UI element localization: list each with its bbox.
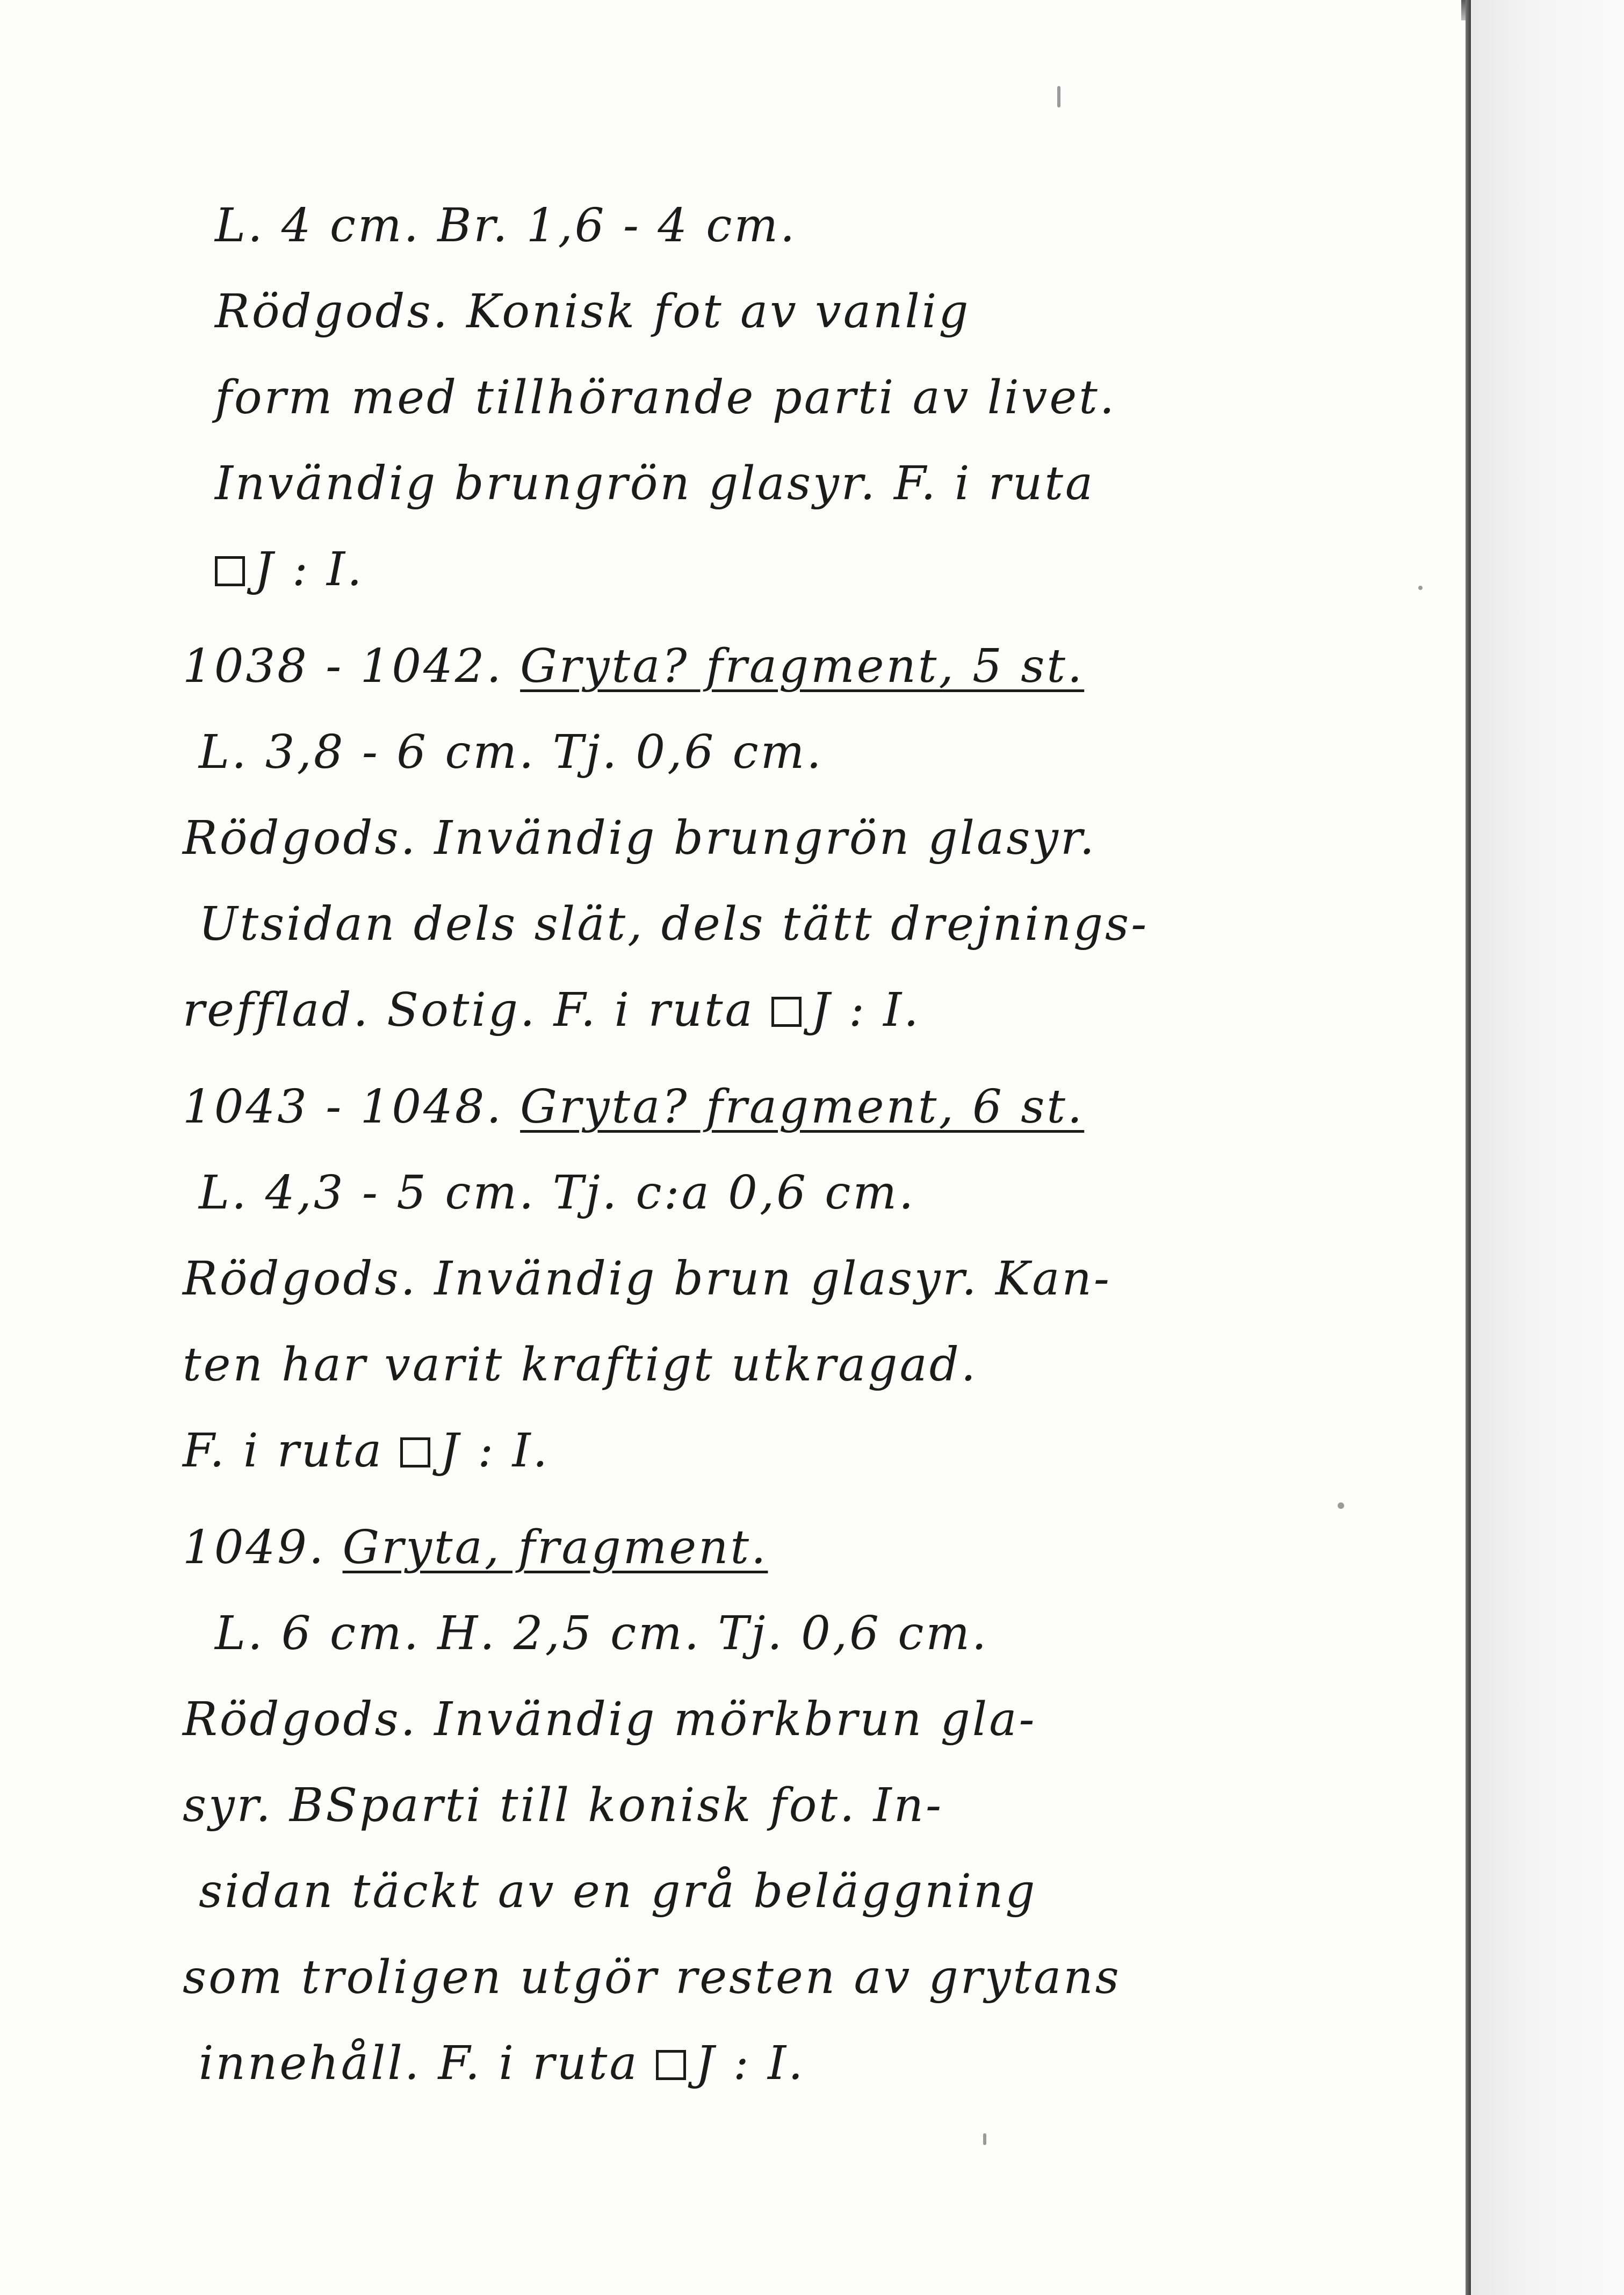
entry-1049 bbox=[183, 1505, 1386, 2106]
entry-title: Gryta? fragment, 6 st. bbox=[520, 1080, 1085, 1134]
entry-line: Rödgods. Invändig mörkbrun gla- bbox=[183, 1693, 1037, 1746]
entry-line: sidan täckt av en grå beläggning bbox=[199, 1865, 1037, 1918]
entry-tail-prefix: innehåll. F. i ruta bbox=[199, 2037, 639, 2090]
entry-tail: J : I. bbox=[255, 543, 364, 596]
entry-line: ten har varit kraftigt utkragad. bbox=[183, 1338, 978, 1392]
square-box-icon bbox=[771, 997, 802, 1027]
entry-tail-line bbox=[183, 2020, 1386, 2106]
entry-tail-line bbox=[183, 1408, 1386, 1494]
ink-speck bbox=[1418, 586, 1423, 590]
entry-line: L. 3,8 - 6 cm. Tj. 0,6 cm. bbox=[199, 725, 824, 779]
entry-heading bbox=[183, 623, 1386, 709]
entry-1038-1042 bbox=[183, 623, 1386, 1053]
entry-tail-line bbox=[183, 527, 1386, 613]
entry-number: 1049. bbox=[183, 1521, 326, 1574]
binding-gutter bbox=[1471, 0, 1624, 2295]
entry-1043-1048 bbox=[183, 1064, 1386, 1494]
entry-line: som troligen utgör resten av grytans bbox=[183, 1951, 1121, 2004]
entry-tail: J : I. bbox=[440, 1424, 550, 1478]
entry-title: Gryta? fragment, 5 st. bbox=[520, 639, 1085, 693]
entry-tail: J : I. bbox=[695, 2037, 805, 2090]
entry-line: Rödgods. Konisk fot av vanlig bbox=[215, 285, 971, 339]
entry-line: L. 4,3 - 5 cm. Tj. c:a 0,6 cm. bbox=[199, 1166, 916, 1220]
entry-number: 1043 - 1048. bbox=[183, 1080, 503, 1134]
entry-line: Rödgods. Invändig brungrön glasyr. bbox=[183, 811, 1096, 865]
entry-line: Rödgods. Invändig brun glasyr. Kan- bbox=[183, 1252, 1111, 1306]
entry-heading bbox=[183, 1064, 1386, 1150]
square-box-icon bbox=[400, 1437, 430, 1467]
ink-speck bbox=[1057, 86, 1060, 107]
entry-tail-prefix: F. i ruta bbox=[183, 1424, 384, 1478]
square-box-icon bbox=[215, 556, 245, 586]
entry-line: Invändig brungrön glasyr. F. i ruta bbox=[215, 457, 1095, 510]
entry-continuation bbox=[183, 183, 1386, 613]
entry-line: form med tillhörande parti av livet. bbox=[215, 371, 1117, 425]
entry-line: L. 4 cm. Br. 1,6 - 4 cm. bbox=[215, 199, 797, 253]
entry-heading bbox=[183, 1505, 1386, 1591]
entry-tail: J : I. bbox=[811, 983, 921, 1037]
entry-line: L. 6 cm. H. 2,5 cm. Tj. 0,6 cm. bbox=[215, 1607, 989, 1660]
entry-line: syr. BSparti till konisk fot. In- bbox=[183, 1779, 944, 1832]
binding-edge bbox=[1466, 0, 1471, 2295]
ink-speck bbox=[983, 2133, 986, 2145]
entry-tail-line bbox=[183, 967, 1386, 1053]
entry-title: Gryta, fragment. bbox=[342, 1521, 768, 1574]
entry-number: 1038 - 1042. bbox=[183, 639, 503, 693]
entry-tail-prefix: refflad. Sotig. F. i ruta bbox=[183, 983, 755, 1037]
square-box-icon bbox=[656, 2050, 686, 2080]
entry-line: Utsidan dels slät, dels tätt drejnings- bbox=[199, 897, 1149, 951]
